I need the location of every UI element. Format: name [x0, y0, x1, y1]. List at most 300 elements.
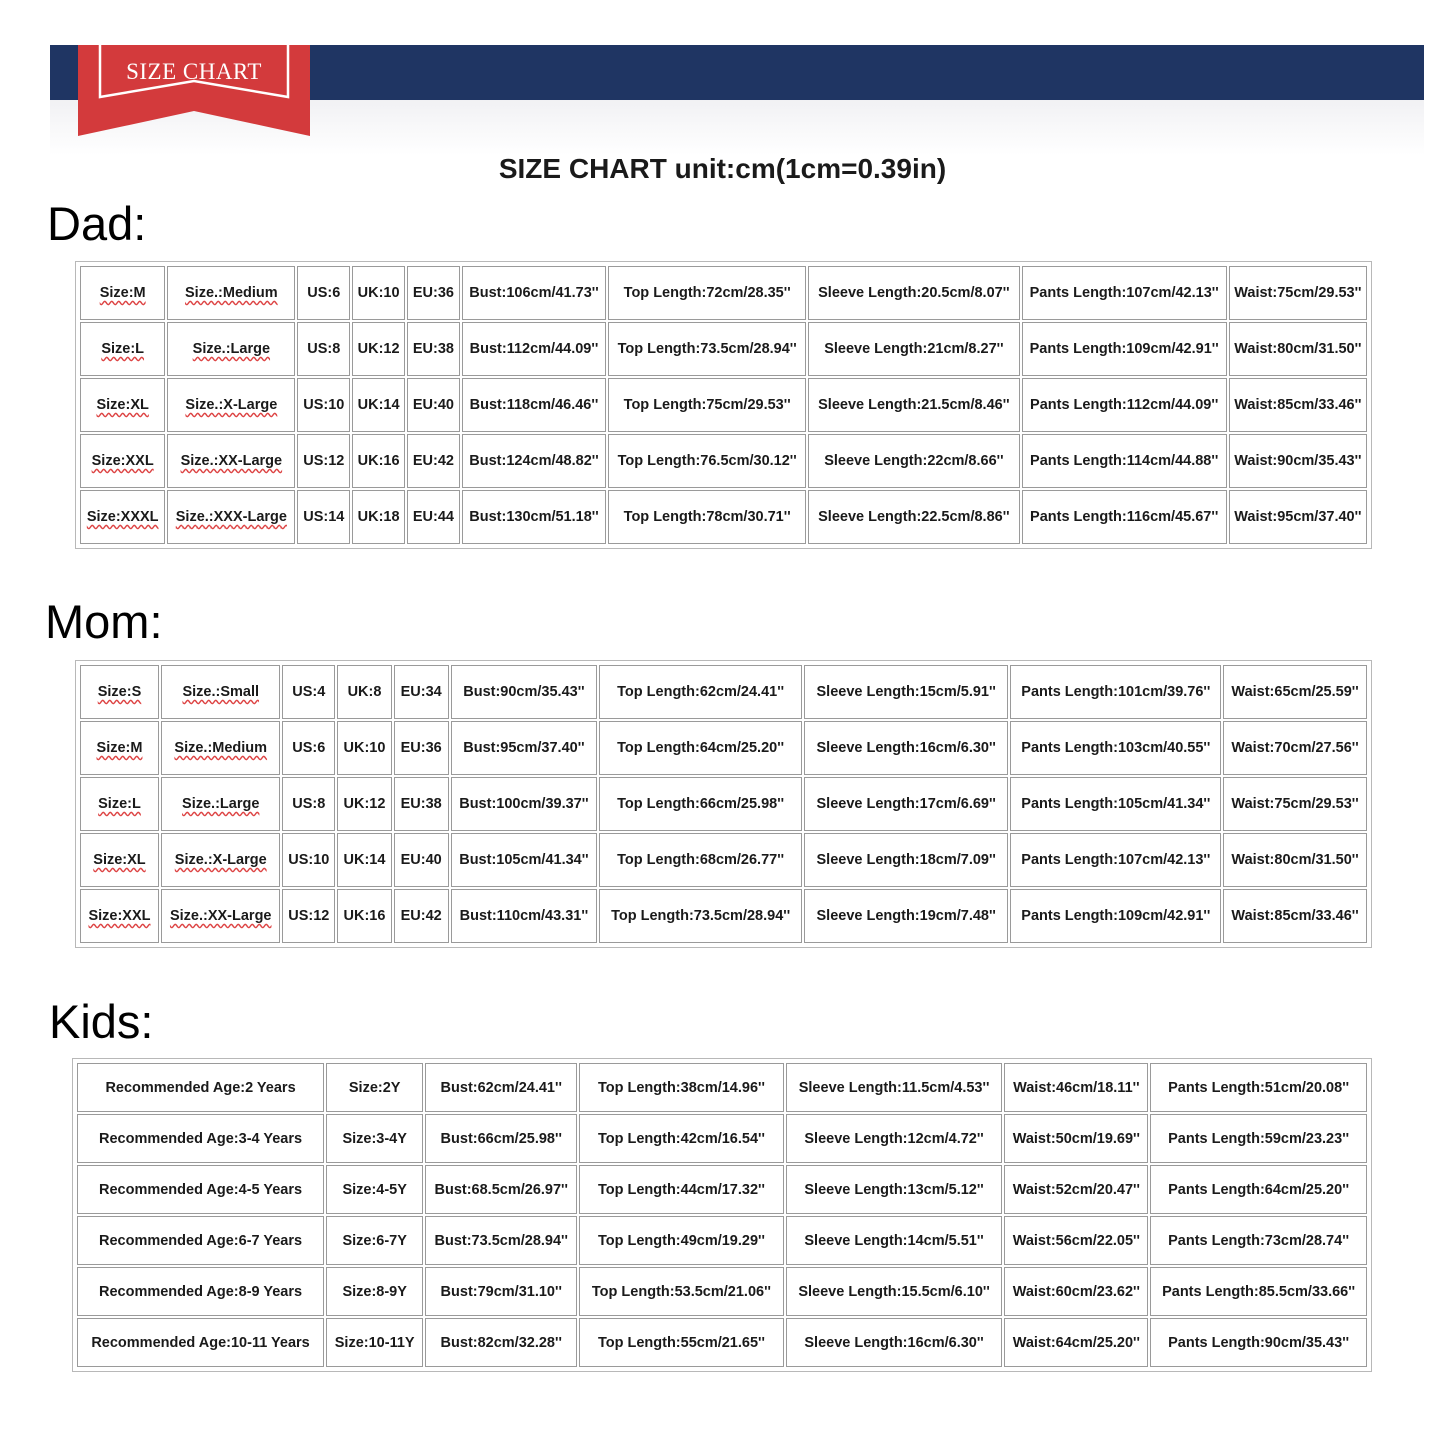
table-cell: [608, 378, 806, 432]
cell-text: Sleeve Length:15.5cm/6.10'': [798, 1283, 990, 1300]
cell-text: Sleeve Length:16cm/6.30'': [816, 740, 996, 756]
table-cell: [804, 665, 1009, 719]
table-row: [77, 1063, 1367, 1112]
cell-text: Waist:85cm/33.46'': [1234, 397, 1362, 413]
table-cell: [407, 434, 460, 488]
table-cell: [1010, 833, 1221, 887]
cell-text: Top Length:44cm/17.32'': [597, 1181, 765, 1198]
cell-text: UK:14: [357, 397, 400, 413]
table-cell: [77, 1267, 324, 1316]
table-cell: [337, 721, 392, 775]
table-cell: [1022, 378, 1227, 432]
cell-text: Sleeve Length:21cm/8.27'': [824, 341, 1004, 357]
cell-text: Waist:75cm/29.53'': [1234, 285, 1362, 301]
table-cell: [77, 1063, 324, 1112]
table-cell: [394, 777, 449, 831]
cell-text: Top Length:55cm/21.65'': [597, 1334, 765, 1351]
table-cell: [1022, 490, 1227, 544]
cell-text: Top Length:66cm/25.98'': [617, 796, 785, 812]
cell-text: Bust:73.5cm/28.94'': [434, 1232, 568, 1249]
cell-text: Waist:70cm/27.56'': [1231, 740, 1359, 756]
cell-text: Top Length:73.5cm/28.94'': [611, 908, 791, 924]
cell-text: Bust:130cm/51.18'': [469, 509, 599, 525]
table-cell: [808, 434, 1019, 488]
cell-text: Size:XL: [93, 852, 146, 868]
table-cell: [462, 434, 606, 488]
cell-text: Recommended Age:10-11 Years: [91, 1334, 310, 1351]
table-row: [77, 1318, 1367, 1367]
table-cell: [1010, 777, 1221, 831]
table-cell: [804, 833, 1009, 887]
table-cell: [1004, 1216, 1148, 1265]
cell-text: Sleeve Length:18cm/7.09'': [816, 852, 996, 868]
table-cell: [161, 889, 281, 943]
table-cell: [1004, 1114, 1148, 1163]
table-cell: [1004, 1267, 1148, 1316]
table-cell: [1223, 833, 1367, 887]
table-cell: [394, 665, 449, 719]
cell-text: Size:XXL: [91, 453, 154, 469]
table-cell: [579, 1318, 784, 1367]
cell-text: Size:M: [96, 740, 143, 756]
table-cell: [297, 322, 350, 376]
table-cell: [167, 322, 295, 376]
cell-text: Bust:62cm/24.41'': [440, 1079, 562, 1096]
cell-text: UK:16: [357, 453, 400, 469]
table-cell: [297, 378, 350, 432]
dad-table: [78, 264, 1369, 546]
table-cell: [337, 777, 392, 831]
cell-text: Pants Length:101cm/39.76'': [1021, 684, 1211, 700]
cell-text: Sleeve Length:22.5cm/8.86'': [818, 509, 1010, 525]
cell-text: Sleeve Length:13cm/5.12'': [804, 1181, 984, 1198]
table-cell: [1010, 721, 1221, 775]
cell-text: EU:38: [400, 796, 442, 812]
cell-text: Top Length:76.5cm/30.12'': [617, 453, 797, 469]
cell-text: US:6: [292, 740, 326, 756]
cell-text: US:12: [288, 908, 330, 924]
cell-text: US:4: [292, 684, 326, 700]
table-cell: [451, 721, 598, 775]
kids-section-label: Kids:: [49, 995, 154, 1048]
chart-title: SIZE CHART unit:cm(1cm=0.39in): [498, 153, 947, 184]
table-cell: [80, 266, 165, 320]
cell-text: Size:S: [97, 684, 142, 700]
cell-text: EU:42: [412, 453, 454, 469]
table-row: [80, 889, 1367, 943]
cell-text: Sleeve Length:16cm/6.30'': [804, 1334, 984, 1351]
table-row: [80, 322, 1367, 376]
table-cell: [407, 378, 460, 432]
cell-text: Size.:Small: [182, 684, 260, 700]
cell-text: Recommended Age:6-7 Years: [98, 1232, 303, 1249]
cell-text: Waist:95cm/37.40'': [1234, 509, 1362, 525]
table-cell: [1229, 378, 1367, 432]
table-cell: [337, 889, 392, 943]
cell-text: UK:14: [343, 852, 386, 868]
cell-text: Pants Length:85.5cm/33.66'': [1162, 1283, 1356, 1300]
cell-text: Top Length:73.5cm/28.94'': [617, 341, 797, 357]
table-cell: [462, 266, 606, 320]
table-cell: [608, 434, 806, 488]
cell-text: Size.:X-Large: [185, 397, 278, 413]
cell-text: Waist:56cm/22.05'': [1012, 1232, 1140, 1249]
table-cell: [1150, 1318, 1367, 1367]
cell-text: Recommended Age:8-9 Years: [98, 1283, 303, 1300]
table-cell: [804, 777, 1009, 831]
table-cell: [326, 1114, 423, 1163]
table-cell: [1229, 322, 1367, 376]
table-cell: [407, 322, 460, 376]
table-row: [80, 434, 1367, 488]
cell-text: Size.:Large: [182, 796, 260, 812]
cell-text: Bust:100cm/39.37'': [459, 796, 589, 812]
cell-text: Size:XL: [96, 397, 149, 413]
table-cell: [161, 665, 281, 719]
table-cell: [608, 490, 806, 544]
table-cell: [786, 1063, 1003, 1112]
dad-size-table: [75, 261, 1372, 549]
cell-text: UK:18: [357, 509, 400, 525]
table-cell: [80, 889, 159, 943]
cell-text: Top Length:38cm/14.96'': [597, 1079, 765, 1096]
cell-text: Pants Length:103cm/40.55'': [1021, 740, 1211, 756]
table-cell: [808, 266, 1019, 320]
table-cell: [451, 833, 598, 887]
table-cell: [1022, 434, 1227, 488]
table-cell: [394, 721, 449, 775]
table-cell: [1150, 1165, 1367, 1214]
cell-text: US:8: [292, 796, 326, 812]
table-cell: [326, 1318, 423, 1367]
table-cell: [425, 1165, 577, 1214]
table-cell: [599, 665, 802, 719]
cell-text: Size.:XX-Large: [180, 453, 283, 469]
table-cell: [808, 378, 1019, 432]
table-cell: [425, 1267, 577, 1316]
cell-text: Size:L: [101, 341, 145, 357]
table-cell: [579, 1114, 784, 1163]
table-row: [80, 378, 1367, 432]
table-cell: [394, 833, 449, 887]
table-cell: [1229, 266, 1367, 320]
cell-text: Pants Length:51cm/20.08'': [1168, 1079, 1350, 1096]
table-cell: [786, 1318, 1003, 1367]
table-cell: [1223, 721, 1367, 775]
table-cell: [282, 665, 335, 719]
cell-text: Pants Length:109cm/42.91'': [1021, 908, 1211, 924]
cell-text: Waist:64cm/25.20'': [1012, 1334, 1140, 1351]
table-row: [77, 1216, 1367, 1265]
cell-text: Top Length:78cm/30.71'': [623, 509, 791, 525]
cell-text: UK:16: [343, 908, 386, 924]
cell-text: EU:42: [400, 908, 442, 924]
cell-text: Bust:105cm/41.34'': [459, 852, 589, 868]
cell-text: UK:12: [357, 341, 400, 357]
table-cell: [77, 1216, 324, 1265]
table-cell: [352, 322, 405, 376]
table-cell: [282, 833, 335, 887]
cell-text: US:10: [288, 852, 330, 868]
table-cell: [297, 266, 350, 320]
table-cell: [1004, 1165, 1148, 1214]
cell-text: Bust:79cm/31.10'': [440, 1283, 562, 1300]
table-row: [80, 833, 1367, 887]
table-cell: [808, 490, 1019, 544]
table-cell: [1010, 889, 1221, 943]
cell-text: EU:44: [412, 509, 454, 525]
cell-text: Size:10-11Y: [334, 1334, 415, 1351]
cell-text: Waist:80cm/31.50'': [1234, 341, 1362, 357]
cell-text: EU:34: [400, 684, 442, 700]
table-cell: [352, 490, 405, 544]
table-cell: [326, 1216, 423, 1265]
cell-text: Sleeve Length:12cm/4.72'': [804, 1130, 984, 1147]
table-cell: [451, 889, 598, 943]
table-cell: [1022, 322, 1227, 376]
cell-text: US:8: [307, 341, 341, 357]
cell-text: EU:40: [412, 397, 454, 413]
mom-table: [78, 663, 1369, 945]
table-cell: [167, 490, 295, 544]
table-cell: [804, 889, 1009, 943]
cell-text: Recommended Age:3-4 Years: [98, 1130, 303, 1147]
table-cell: [804, 721, 1009, 775]
cell-text: EU:38: [412, 341, 454, 357]
cell-text: Sleeve Length:11.5cm/4.53'': [798, 1079, 990, 1096]
table-cell: [161, 777, 281, 831]
table-cell: [167, 378, 295, 432]
mom-section-label: Mom:: [45, 595, 163, 648]
kids-table: [75, 1061, 1369, 1369]
table-cell: [80, 434, 165, 488]
table-cell: [80, 490, 165, 544]
table-cell: [579, 1063, 784, 1112]
cell-text: UK:8: [347, 684, 382, 700]
ribbon-label: SIZE CHART: [126, 59, 262, 84]
cell-text: Pants Length:64cm/25.20'': [1168, 1181, 1350, 1198]
table-cell: [297, 490, 350, 544]
cell-text: Sleeve Length:20.5cm/8.07'': [818, 285, 1010, 301]
cell-text: Bust:95cm/37.40'': [463, 740, 585, 756]
cell-text: Pants Length:105cm/41.34'': [1021, 796, 1211, 812]
size-chart-ribbon: [78, 45, 310, 136]
table-cell: [425, 1063, 577, 1112]
cell-text: Size.:XXX-Large: [175, 509, 287, 525]
cell-text: Size:6-7Y: [342, 1232, 407, 1249]
table-cell: [1022, 266, 1227, 320]
cell-text: Pants Length:114cm/44.88'': [1030, 453, 1219, 469]
table-cell: [80, 322, 165, 376]
cell-text: Pants Length:107cm/42.13'': [1021, 852, 1211, 868]
cell-text: UK:12: [343, 796, 386, 812]
cell-text: Top Length:64cm/25.20'': [617, 740, 785, 756]
table-cell: [282, 721, 335, 775]
table-cell: [599, 833, 802, 887]
table-cell: [599, 721, 802, 775]
table-cell: [425, 1114, 577, 1163]
cell-text: Top Length:49cm/19.29'': [597, 1232, 765, 1249]
cell-text: Sleeve Length:15cm/5.91'': [816, 684, 996, 700]
cell-text: Size:3-4Y: [342, 1130, 407, 1147]
cell-text: Bust:82cm/32.28'': [440, 1334, 562, 1351]
cell-text: Bust:124cm/48.82'': [469, 453, 599, 469]
table-cell: [1229, 434, 1367, 488]
table-row: [80, 721, 1367, 775]
cell-text: Size.:Medium: [174, 740, 268, 756]
cell-text: Top Length:53.5cm/21.06'': [591, 1283, 771, 1300]
cell-text: Pants Length:59cm/23.23'': [1168, 1130, 1350, 1147]
table-cell: [282, 889, 335, 943]
cell-text: EU:36: [400, 740, 442, 756]
table-cell: [80, 378, 165, 432]
table-cell: [80, 833, 159, 887]
cell-text: Bust:118cm/46.46'': [469, 397, 599, 413]
table-cell: [77, 1165, 324, 1214]
cell-text: US:12: [303, 453, 345, 469]
table-cell: [786, 1216, 1003, 1265]
table-cell: [462, 322, 606, 376]
table-cell: [326, 1267, 423, 1316]
cell-text: Pants Length:116cm/45.67'': [1030, 509, 1219, 525]
table-row: [77, 1114, 1367, 1163]
cell-text: Bust:68.5cm/26.97'': [434, 1181, 568, 1198]
cell-text: Bust:112cm/44.09'': [469, 341, 599, 357]
table-cell: [407, 266, 460, 320]
table-cell: [407, 490, 460, 544]
cell-text: Waist:46cm/18.11'': [1013, 1079, 1140, 1096]
cell-text: Size:4-5Y: [342, 1181, 407, 1198]
table-cell: [579, 1165, 784, 1214]
table-cell: [326, 1063, 423, 1112]
table-cell: [786, 1165, 1003, 1214]
cell-text: Size:XXXL: [86, 509, 159, 525]
table-cell: [462, 490, 606, 544]
cell-text: Size.:XX-Large: [169, 908, 272, 924]
dad-section-label: Dad:: [47, 197, 147, 250]
cell-text: Waist:75cm/29.53'': [1231, 796, 1359, 812]
table-cell: [451, 665, 598, 719]
table-cell: [77, 1318, 324, 1367]
table-cell: [1010, 665, 1221, 719]
table-cell: [462, 378, 606, 432]
cell-text: Waist:65cm/25.59'': [1231, 684, 1359, 700]
cell-text: Size:L: [98, 796, 141, 812]
table-cell: [1150, 1114, 1367, 1163]
table-cell: [352, 434, 405, 488]
table-row: [80, 266, 1367, 320]
cell-text: Bust:90cm/35.43'': [463, 684, 585, 700]
cell-text: Bust:66cm/25.98'': [440, 1130, 562, 1147]
table-cell: [1150, 1063, 1367, 1112]
cell-text: UK:10: [357, 285, 400, 301]
table-cell: [297, 434, 350, 488]
cell-text: US:14: [303, 509, 345, 525]
cell-text: Sleeve Length:22cm/8.66'': [824, 453, 1004, 469]
table-cell: [337, 665, 392, 719]
table-cell: [1004, 1063, 1148, 1112]
table-cell: [282, 777, 335, 831]
cell-text: Recommended Age:2 Years: [105, 1079, 296, 1096]
table-cell: [1223, 889, 1367, 943]
table-cell: [80, 777, 159, 831]
kids-size-table: [72, 1058, 1372, 1372]
cell-text: Waist:52cm/20.47'': [1012, 1181, 1140, 1198]
cell-text: Pants Length:107cm/42.13'': [1029, 285, 1219, 301]
cell-text: Waist:60cm/23.62'': [1012, 1283, 1140, 1300]
table-cell: [608, 322, 806, 376]
cell-text: Pants Length:73cm/28.74'': [1168, 1232, 1350, 1249]
table-cell: [77, 1114, 324, 1163]
cell-text: EU:40: [400, 852, 442, 868]
table-cell: [425, 1318, 577, 1367]
table-cell: [608, 266, 806, 320]
cell-text: Waist:85cm/33.46'': [1231, 908, 1359, 924]
table-cell: [1004, 1318, 1148, 1367]
cell-text: Bust:106cm/41.73'': [469, 285, 599, 301]
table-cell: [167, 434, 295, 488]
table-cell: [352, 266, 405, 320]
cell-text: Size:2Y: [348, 1079, 401, 1096]
mom-size-table: [75, 660, 1372, 948]
table-cell: [394, 889, 449, 943]
table-row: [80, 490, 1367, 544]
table-cell: [1223, 777, 1367, 831]
cell-text: UK:10: [343, 740, 386, 756]
cell-text: Pants Length:90cm/35.43'': [1168, 1334, 1350, 1351]
table-cell: [579, 1267, 784, 1316]
cell-text: Sleeve Length:14cm/5.51'': [804, 1232, 984, 1249]
table-cell: [167, 266, 295, 320]
table-cell: [786, 1267, 1003, 1316]
cell-text: Top Length:75cm/29.53'': [623, 397, 791, 413]
table-cell: [337, 833, 392, 887]
cell-text: EU:36: [412, 285, 454, 301]
table-cell: [1229, 490, 1367, 544]
cell-text: Waist:50cm/19.69'': [1012, 1130, 1140, 1147]
cell-text: Top Length:72cm/28.35'': [623, 285, 791, 301]
table-cell: [1223, 665, 1367, 719]
cell-text: Pants Length:109cm/42.91'': [1029, 341, 1219, 357]
cell-text: Sleeve Length:21.5cm/8.46'': [818, 397, 1010, 413]
cell-text: Size.:Large: [192, 341, 271, 357]
table-row: [80, 665, 1367, 719]
table-cell: [451, 777, 598, 831]
table-cell: [352, 378, 405, 432]
cell-text: US:6: [307, 285, 341, 301]
cell-text: US:10: [303, 397, 345, 413]
cell-text: Top Length:42cm/16.54'': [597, 1130, 765, 1147]
table-cell: [786, 1114, 1003, 1163]
cell-text: Top Length:68cm/26.77'': [617, 852, 785, 868]
cell-text: Size:XXL: [88, 908, 151, 924]
table-cell: [80, 721, 159, 775]
table-cell: [599, 889, 802, 943]
cell-text: Top Length:62cm/24.41'': [617, 684, 785, 700]
cell-text: Sleeve Length:19cm/7.48'': [816, 908, 996, 924]
table-cell: [1150, 1216, 1367, 1265]
table-cell: [579, 1216, 784, 1265]
cell-text: Waist:90cm/35.43'': [1234, 453, 1362, 469]
table-cell: [161, 721, 281, 775]
table-cell: [161, 833, 281, 887]
table-row: [77, 1267, 1367, 1316]
table-row: [77, 1165, 1367, 1214]
cell-text: Size.:X-Large: [174, 852, 267, 868]
table-row: [80, 777, 1367, 831]
cell-text: Size:M: [99, 285, 146, 301]
cell-text: Waist:80cm/31.50'': [1231, 852, 1359, 868]
